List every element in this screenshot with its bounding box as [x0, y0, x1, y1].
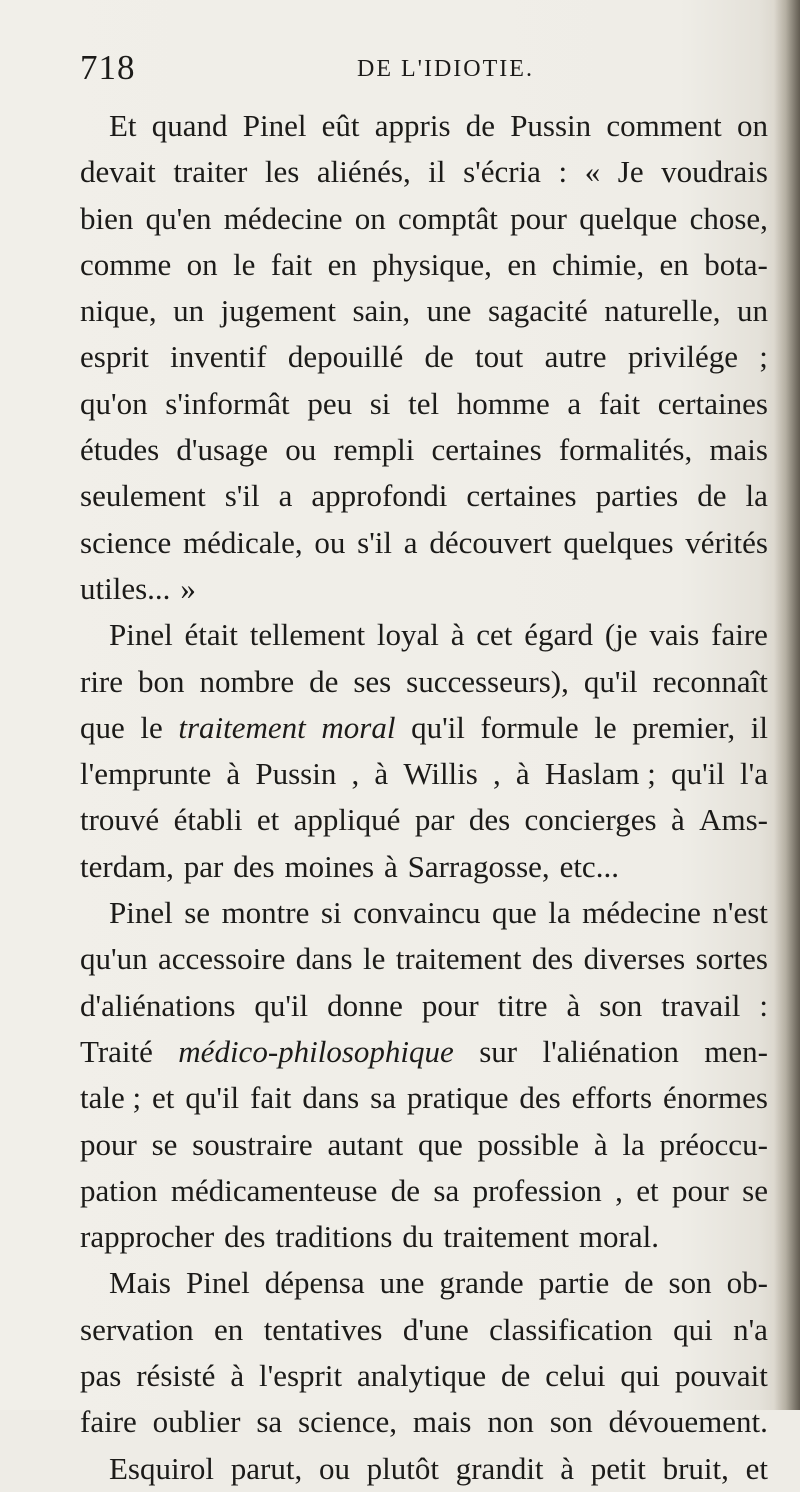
word: Ams-	[699, 802, 768, 838]
word: parties	[595, 478, 679, 514]
word: successeurs),	[406, 663, 569, 699]
word: accessoire	[158, 941, 286, 977]
word: inventif	[170, 339, 267, 375]
word: sur	[479, 1033, 518, 1069]
word: (je	[604, 617, 638, 653]
word: dépensa	[264, 1265, 365, 1301]
word: il	[428, 154, 446, 190]
word: science	[80, 524, 172, 560]
word: pratique	[406, 1080, 509, 1116]
word: faire	[80, 1404, 137, 1440]
word: travail	[661, 987, 741, 1023]
word: on	[354, 200, 386, 236]
text-line	[80, 103, 768, 149]
word: s'informât	[165, 385, 290, 421]
word: a	[567, 385, 582, 421]
word: à	[593, 1126, 608, 1162]
word: à	[670, 802, 685, 838]
word: à	[560, 1450, 575, 1486]
word: de	[465, 108, 495, 143]
word: Pussin	[510, 108, 592, 143]
text-line	[80, 1168, 768, 1214]
word: ob-	[726, 1265, 768, 1301]
word: ,	[351, 756, 360, 792]
word: une	[379, 1265, 425, 1301]
word: cet	[476, 617, 513, 653]
word: médecine	[223, 200, 343, 236]
text-line	[80, 566, 768, 612]
word: énormes	[662, 1080, 768, 1116]
word: devait	[80, 154, 156, 190]
word: quelque	[579, 200, 678, 236]
word: dans	[295, 941, 353, 977]
word: sagacité	[487, 293, 588, 329]
text-line	[80, 983, 768, 1029]
word: comptât	[398, 200, 498, 236]
word: on	[186, 246, 218, 282]
text-line	[80, 1307, 768, 1353]
word: se	[184, 895, 211, 931]
word: donne	[327, 987, 403, 1023]
word: s'écria	[463, 154, 541, 190]
word: autre	[544, 339, 607, 375]
word: naturelle,	[604, 293, 721, 329]
word: pour	[80, 1126, 137, 1162]
word: possible	[477, 1126, 580, 1162]
word: et	[745, 1450, 768, 1486]
word: analytique	[357, 1358, 487, 1394]
word: Traité	[80, 1033, 153, 1069]
word: à	[226, 756, 241, 792]
word: traditions	[275, 1219, 393, 1255]
page-number: 718	[80, 48, 136, 87]
word: bota-	[704, 246, 768, 282]
word: des	[531, 941, 574, 977]
body-text	[80, 103, 768, 1492]
word: à	[230, 1358, 245, 1394]
text-line	[80, 1446, 768, 1492]
word: ou	[318, 1450, 350, 1486]
word: pas	[80, 1358, 122, 1394]
word: qu'un	[80, 941, 148, 977]
word: qu'en	[145, 200, 212, 236]
word: ou	[285, 432, 317, 468]
word: se	[742, 1172, 768, 1208]
word: comment	[606, 108, 722, 143]
word: trouvé	[80, 802, 160, 838]
word: titre	[497, 987, 548, 1023]
word: découvert	[429, 524, 552, 560]
word: l'aliénation	[542, 1033, 679, 1069]
word: nique,	[80, 293, 157, 329]
text-line	[80, 612, 768, 658]
word: homme	[456, 385, 550, 421]
text-line	[80, 334, 768, 380]
word: et	[152, 1080, 175, 1116]
text-line	[80, 1260, 768, 1306]
word: Pinel	[109, 895, 173, 931]
word: sa	[370, 1080, 396, 1116]
word: de	[309, 663, 339, 699]
word: tout	[475, 339, 524, 375]
word: privilége	[627, 339, 738, 375]
text-line	[80, 427, 768, 473]
word: moral	[321, 709, 396, 745]
word: traitement	[178, 709, 306, 745]
word: ses	[353, 663, 392, 699]
word: une	[426, 293, 472, 329]
word: sain,	[352, 293, 411, 329]
word: les	[264, 154, 300, 190]
word: si	[369, 385, 391, 421]
word: vérités	[685, 524, 768, 560]
word: rire	[80, 663, 124, 699]
word: servation	[80, 1311, 194, 1347]
word: tellement	[249, 617, 366, 653]
word: et	[636, 1172, 659, 1208]
text-line	[80, 890, 768, 936]
word: pation	[80, 1172, 158, 1208]
word: tale ;	[80, 1080, 142, 1116]
word: l'a	[740, 756, 768, 792]
word: résisté	[136, 1358, 216, 1394]
word: qui	[673, 1311, 713, 1347]
word: tel	[408, 385, 440, 421]
word: fait	[250, 1080, 292, 1116]
word: etc...	[559, 848, 619, 884]
word: oublier	[152, 1404, 241, 1440]
word: quand	[151, 108, 228, 143]
word: men-	[704, 1033, 768, 1069]
word: chimie,	[552, 246, 645, 282]
text-line	[80, 705, 768, 751]
word: concierges	[524, 802, 657, 838]
word: médecine	[582, 895, 701, 931]
word: s'il	[357, 524, 393, 560]
word: qu'il	[411, 709, 465, 745]
text-line	[80, 1399, 768, 1445]
word: des	[233, 848, 275, 884]
word: tentatives	[263, 1311, 383, 1347]
word: bon	[137, 663, 185, 699]
word: certaines	[466, 478, 577, 514]
text-line	[80, 1214, 768, 1260]
word: Pussin	[255, 756, 337, 792]
word: n'est	[712, 895, 768, 931]
word: profession	[472, 1172, 602, 1208]
word: sa	[256, 1404, 283, 1440]
word: faire	[711, 617, 768, 653]
word: »	[180, 570, 196, 606]
word: de	[424, 339, 454, 375]
word: le	[594, 709, 617, 745]
word: jugement	[220, 293, 336, 329]
word: dans	[302, 1080, 360, 1116]
word: que	[80, 709, 125, 745]
text-line	[80, 149, 768, 195]
word: celui	[545, 1358, 606, 1394]
word: préoccu-	[659, 1126, 768, 1162]
word: Pinel	[242, 108, 307, 143]
word: se	[151, 1126, 178, 1162]
text-line	[80, 288, 768, 334]
word: quelques	[563, 524, 674, 560]
word: Mais	[109, 1265, 171, 1301]
word: Et	[109, 108, 137, 143]
word: esprit	[80, 339, 149, 375]
word: reconnaît	[652, 663, 768, 699]
word: médicale,	[182, 524, 303, 560]
word: à	[566, 987, 581, 1023]
word: qu'il	[671, 756, 725, 792]
word: son	[668, 1265, 712, 1301]
word: plutôt	[366, 1450, 440, 1486]
word: certaines	[431, 432, 542, 468]
word: le	[363, 941, 386, 977]
word: «	[584, 154, 601, 190]
text-line	[80, 936, 768, 982]
word: aliénés,	[316, 154, 411, 190]
word: de	[624, 1265, 654, 1301]
word: à	[515, 756, 530, 792]
text-line	[80, 1353, 768, 1399]
word: des	[519, 1080, 561, 1116]
word: terdam,	[80, 848, 174, 884]
text-line	[80, 381, 768, 427]
running-head: DE L'IDIOTIE.	[357, 56, 534, 82]
word: grandit	[455, 1450, 544, 1486]
word: certaines	[657, 385, 768, 421]
word: égard	[524, 617, 594, 653]
word: soustraire	[192, 1126, 313, 1162]
word: mais	[412, 1404, 472, 1440]
word: non	[487, 1404, 534, 1440]
word: peu	[307, 385, 353, 421]
word: en	[214, 1311, 244, 1347]
word: études	[80, 432, 160, 468]
word: petit	[590, 1450, 646, 1486]
word: le	[140, 709, 163, 745]
text-line	[80, 242, 768, 288]
word: à	[450, 617, 465, 653]
word: pour	[510, 200, 567, 236]
word: rapprocher	[80, 1219, 215, 1255]
word: ,	[615, 1172, 623, 1208]
word: il	[750, 709, 768, 745]
word: nombre	[199, 663, 295, 699]
word: par	[414, 802, 455, 838]
word: montre	[221, 895, 310, 931]
word: fait	[270, 246, 313, 282]
word: son	[599, 987, 643, 1023]
word: utiles...	[80, 570, 171, 606]
word: Esquirol	[109, 1450, 215, 1486]
word: était	[184, 617, 238, 653]
word: voudrais	[661, 154, 768, 190]
word: qu'il	[254, 987, 309, 1023]
word: en	[327, 246, 357, 282]
word: Je	[617, 154, 644, 190]
word: comme	[80, 246, 172, 282]
word: a	[403, 524, 418, 560]
word: partie	[538, 1265, 610, 1301]
word: formalités,	[558, 432, 693, 468]
word: que	[491, 895, 537, 931]
word: Willis	[403, 756, 478, 792]
word: qu'il	[185, 1080, 240, 1116]
word: sortes	[695, 941, 768, 977]
text-line	[80, 844, 768, 890]
word: et	[256, 802, 280, 838]
word: médico-philosophique	[178, 1033, 454, 1069]
page-edge-shadow	[774, 0, 800, 1410]
word: bruit,	[662, 1450, 729, 1486]
text-line	[80, 196, 768, 242]
word: eût	[321, 108, 360, 143]
text-line	[80, 1075, 768, 1121]
word: mais	[709, 432, 768, 468]
page-header	[80, 48, 770, 98]
word: un	[173, 293, 205, 329]
word: moines	[284, 848, 375, 884]
word: science,	[298, 1404, 398, 1440]
text-line	[80, 473, 768, 519]
word: chose,	[689, 200, 768, 236]
word: son	[549, 1404, 593, 1440]
word: bien	[80, 200, 134, 236]
word: on	[736, 108, 768, 143]
word: appliqué	[293, 802, 401, 838]
word: dévouement.	[608, 1404, 768, 1440]
word: :	[759, 987, 768, 1023]
word: médicamenteuse	[170, 1172, 378, 1208]
word: classification	[489, 1311, 653, 1347]
word: convaincu	[353, 895, 481, 931]
word: d'une	[402, 1311, 469, 1347]
word: s'il	[224, 478, 260, 514]
word: l'esprit	[259, 1358, 343, 1394]
word: ;	[759, 339, 768, 375]
word: efforts	[571, 1080, 653, 1116]
word: premier,	[632, 709, 736, 745]
word: moral.	[578, 1219, 659, 1255]
word: en	[659, 246, 689, 282]
text-line	[80, 797, 768, 843]
word: pour	[671, 1172, 729, 1208]
word: traitement	[395, 941, 522, 977]
word: approfondi	[311, 478, 448, 514]
word: un	[736, 293, 768, 329]
word: qu'on	[80, 385, 148, 421]
word: autant	[327, 1126, 404, 1162]
word: traiter	[173, 154, 248, 190]
text-line	[80, 520, 768, 566]
word: en	[507, 246, 537, 282]
word: d'usage	[176, 432, 269, 468]
word: des	[468, 802, 511, 838]
word: Sarragosse,	[407, 848, 550, 884]
word: depouillé	[287, 339, 404, 375]
word: ou	[314, 524, 346, 560]
word: seulement	[80, 478, 206, 514]
word: traitement	[443, 1219, 569, 1255]
text-line	[80, 1029, 768, 1075]
word: de	[501, 1358, 531, 1394]
word: physique,	[372, 246, 492, 282]
word: Pinel	[186, 1265, 250, 1301]
word: pour	[421, 987, 479, 1023]
word: a	[278, 478, 293, 514]
text-line	[80, 1122, 768, 1168]
word: du	[402, 1219, 434, 1255]
word: Pinel	[109, 617, 173, 653]
word: établi	[173, 802, 243, 838]
word: parut,	[230, 1450, 303, 1486]
word: :	[558, 154, 568, 190]
word: grande	[439, 1265, 524, 1301]
text-line	[80, 659, 768, 705]
word: ,	[493, 756, 501, 792]
word: formule	[480, 709, 579, 745]
word: loyal	[376, 617, 439, 653]
word: que	[417, 1126, 463, 1162]
word: rempli	[333, 432, 415, 468]
word: qui	[620, 1358, 660, 1394]
word: qu'il	[583, 663, 638, 699]
word: pouvait	[674, 1358, 768, 1394]
word: diverses	[583, 941, 686, 977]
text-line	[80, 751, 768, 797]
word: d'aliénations	[80, 987, 236, 1023]
word: n'a	[733, 1311, 768, 1347]
word: sa	[433, 1172, 460, 1208]
word: à	[383, 848, 398, 884]
word: de	[697, 478, 727, 514]
word: l'emprunte	[80, 756, 212, 792]
word: de	[390, 1172, 421, 1208]
word: la	[745, 478, 768, 514]
word: à	[374, 756, 389, 792]
word: si	[320, 895, 342, 931]
word: vais	[649, 617, 700, 653]
word: par	[183, 848, 224, 884]
word: des	[224, 1219, 266, 1255]
word: appris	[374, 108, 451, 143]
word: la	[548, 895, 571, 931]
word: le	[233, 246, 256, 282]
word: fait	[598, 385, 641, 421]
word: Haslam ;	[544, 756, 656, 792]
word: la	[622, 1126, 645, 1162]
